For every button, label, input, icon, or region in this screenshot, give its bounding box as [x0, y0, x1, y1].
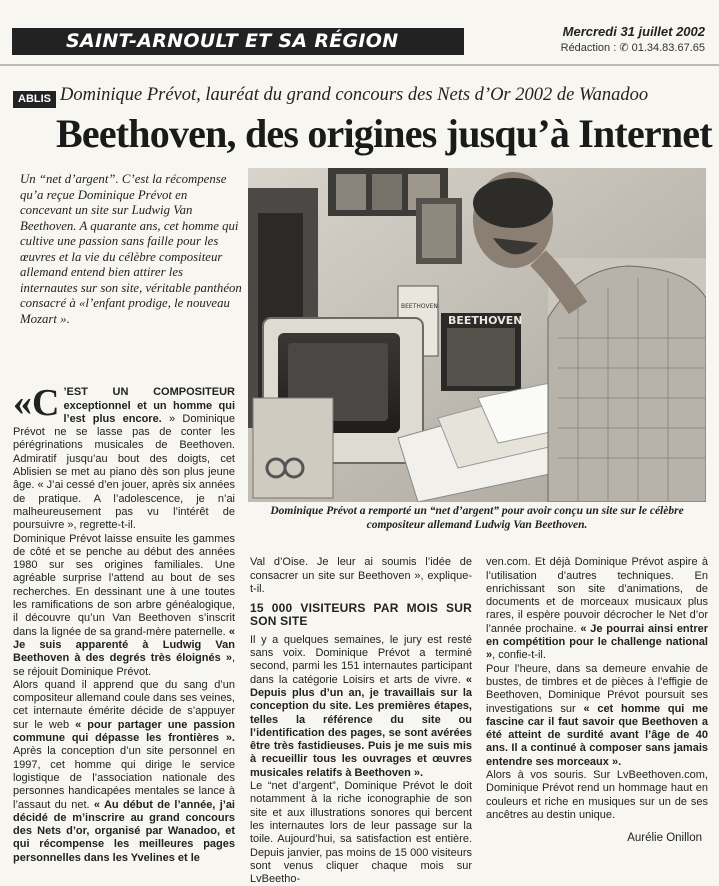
small-book-title: BEETHOVEN — [401, 303, 438, 310]
book-title: BEETHOVEN — [448, 314, 523, 327]
section-banner — [12, 28, 464, 55]
article-lead: Un “net d’argent”. C’est la récompense qu’a reçue Dominique Prévot en concevant un site sur Ludwig Van Beethoven. A quarante ans, cet homme qui cultive une passion sans faille pour les œuvres et la vie du célèbre compositeur allemand entend bien attirer les internautes sur son site, véritable panthéon consacré à «l’enfant prodige, le nouveau Mozart ». — [20, 172, 242, 326]
article-column-2 — [250, 543, 472, 886]
quote: « Je suis apparenté à Ludwig Van Beethoven à des degrés très éloignés » — [13, 625, 235, 665]
newsroom-contact: Rédaction : ✆ 01.34.83.67.65 — [560, 42, 705, 54]
photo-caption: Dominique Prévot a remporté un “net d’argent” pour avoir conçu un site sur le célèbre compositeur allemand Ludwig Van Beethoven. — [270, 505, 684, 531]
quote: « Je pourrai ainsi entrer en compétition pour le challenge national » — [486, 622, 708, 662]
author-signature: Aurélie Onillon — [627, 832, 702, 845]
quote: « cet homme qui me fascine car il faut savoir que Beethoven a été atteint de surdité avant l’âge de 40 ans. Il a continué à composer sans jamais entendre ses morceaux ». — [486, 702, 708, 768]
quote: « Depuis plus d’un an, je travaillais sur la conception du site. Les premières étapes, telles la référence du site ou l’identification des pages, se sont avérées être très fastidieuses. Puis je me suis mis à recueillir tous les ouvrages et œuvres musicales relatifs à Beethoven ». — [250, 673, 472, 779]
body-text: Le “net d’argent”, Dominique Prévot le doit notamment à la riche iconographie de son site et aux illustrations sonores qui bercent les internautes lors de leur passage sur la toile. Aujourd’hui, sa satisfaction est entière. Depuis janvier, pas moins de 15 000 visiteurs sont venus cliquer chaque mois sur LvBeetho- — [250, 780, 472, 886]
quote: « pour partager une passion commune qui dépasse les frontières ». — [13, 718, 235, 745]
body-text: Il y a quelques semaines, le jury est resté sans voix. Dominique Prévot a terminé second, parmi les 151 internautes participant dans la catégorie Loisirs et arts de vivre. — [250, 633, 472, 686]
section-title: SAINT-ARNOULT ET SA RÉGION — [66, 30, 399, 52]
body-text: » Dominique Prévot ne se lasse pas de conter les pérégrinations musicales de Beethoven. Admiratif jusqu’au bout des doigts, cet Ablisien se met au piano dès son plus jeune âge. « J’ai cessé d’en jouer, après six années de pratique. A l’adolescence, je n’ai malheureusement pas vu l’intérêt de poursuivre », regrette-t-il. Dominique Prévot laisse ensuite les gammes de côté et se penche au début des années 1980 sur ses origines familiales. Une agréable surprise l’attend au bout de ses recherches. En dessinant une à une toutes les ramifications de son arbre généalogique, il découvre qu’un Van Beethoven s’inscrit dans la lignée de sa grand-mère paternelle. — [13, 412, 235, 638]
body-text: Alors à vos souris. Sur LvBeethoven.com, Dominique Prévot rend un hommage haut en couleurs et riche en musiques sur un de ses ancêtres au destin unique. — [486, 769, 708, 821]
header-rule — [0, 64, 719, 66]
lead-sentence: ’EST UN COMPOSITEUR exceptionnel et un homme qui l’est plus encore. — [63, 386, 235, 425]
article-surtitle: Dominique Prévot, lauréat du grand concours des Nets d’Or 2002 de Wanadoo — [60, 85, 649, 105]
article-column-1 — [13, 373, 235, 865]
quote: « Au début de l’année, j’ai décidé de m’inscrire au grand concours des Nets d’or, organisé par Wanadoo, et qui récompense les meilleures pages personnelles dans les Yvelines et le — [13, 798, 235, 864]
body-text: ven.com. Et déjà Dominique Prévot aspire à l’utilisation d’autres techniques. En enrichissant son site d’animations, de documents et de morceaux musicaux plus rares, il espère pouvoir décrocher le Net d’or l’année prochaine. — [486, 556, 708, 635]
photo-illustration — [248, 168, 706, 502]
location-tag: ABLIS — [13, 91, 56, 108]
article-photo — [248, 168, 706, 502]
publication-date: Mercredi 31 juillet 2002 — [562, 24, 705, 39]
body-text: Val d’Oise. Je leur ai soumis l’idée de consacrer un site sur Beethoven », explique-t-il. — [250, 556, 472, 595]
article-column-3 — [486, 543, 708, 859]
article-headline: Beethoven, des origines jusqu’à Internet — [56, 111, 712, 156]
body-text: , se réjouit Dominique Prévot. Alors quand il apprend que du sang d’un compositeur allemand coule dans ses veines, cet internaute émérite décide de s’appuyer sur le web — [13, 652, 235, 731]
body-text: , confie-t-il. Pour l’heure, dans sa demeure envahie de bustes, de timbres et de pièces à l’effigie de Beethoven, Dominique Prévot poursuit ses investigations sur — [486, 649, 708, 715]
body-text: Après la conception d’un site personnel en 1997, cet homme qui dirige le service logistique de l’association nationale des personnes handicapées mentales se lance à l’assaut du net. — [13, 745, 235, 811]
drop-cap: «C — [13, 382, 60, 425]
intertitle: 15 000 VISITEURS PAR MOIS SUR SON SITE — [250, 601, 472, 629]
